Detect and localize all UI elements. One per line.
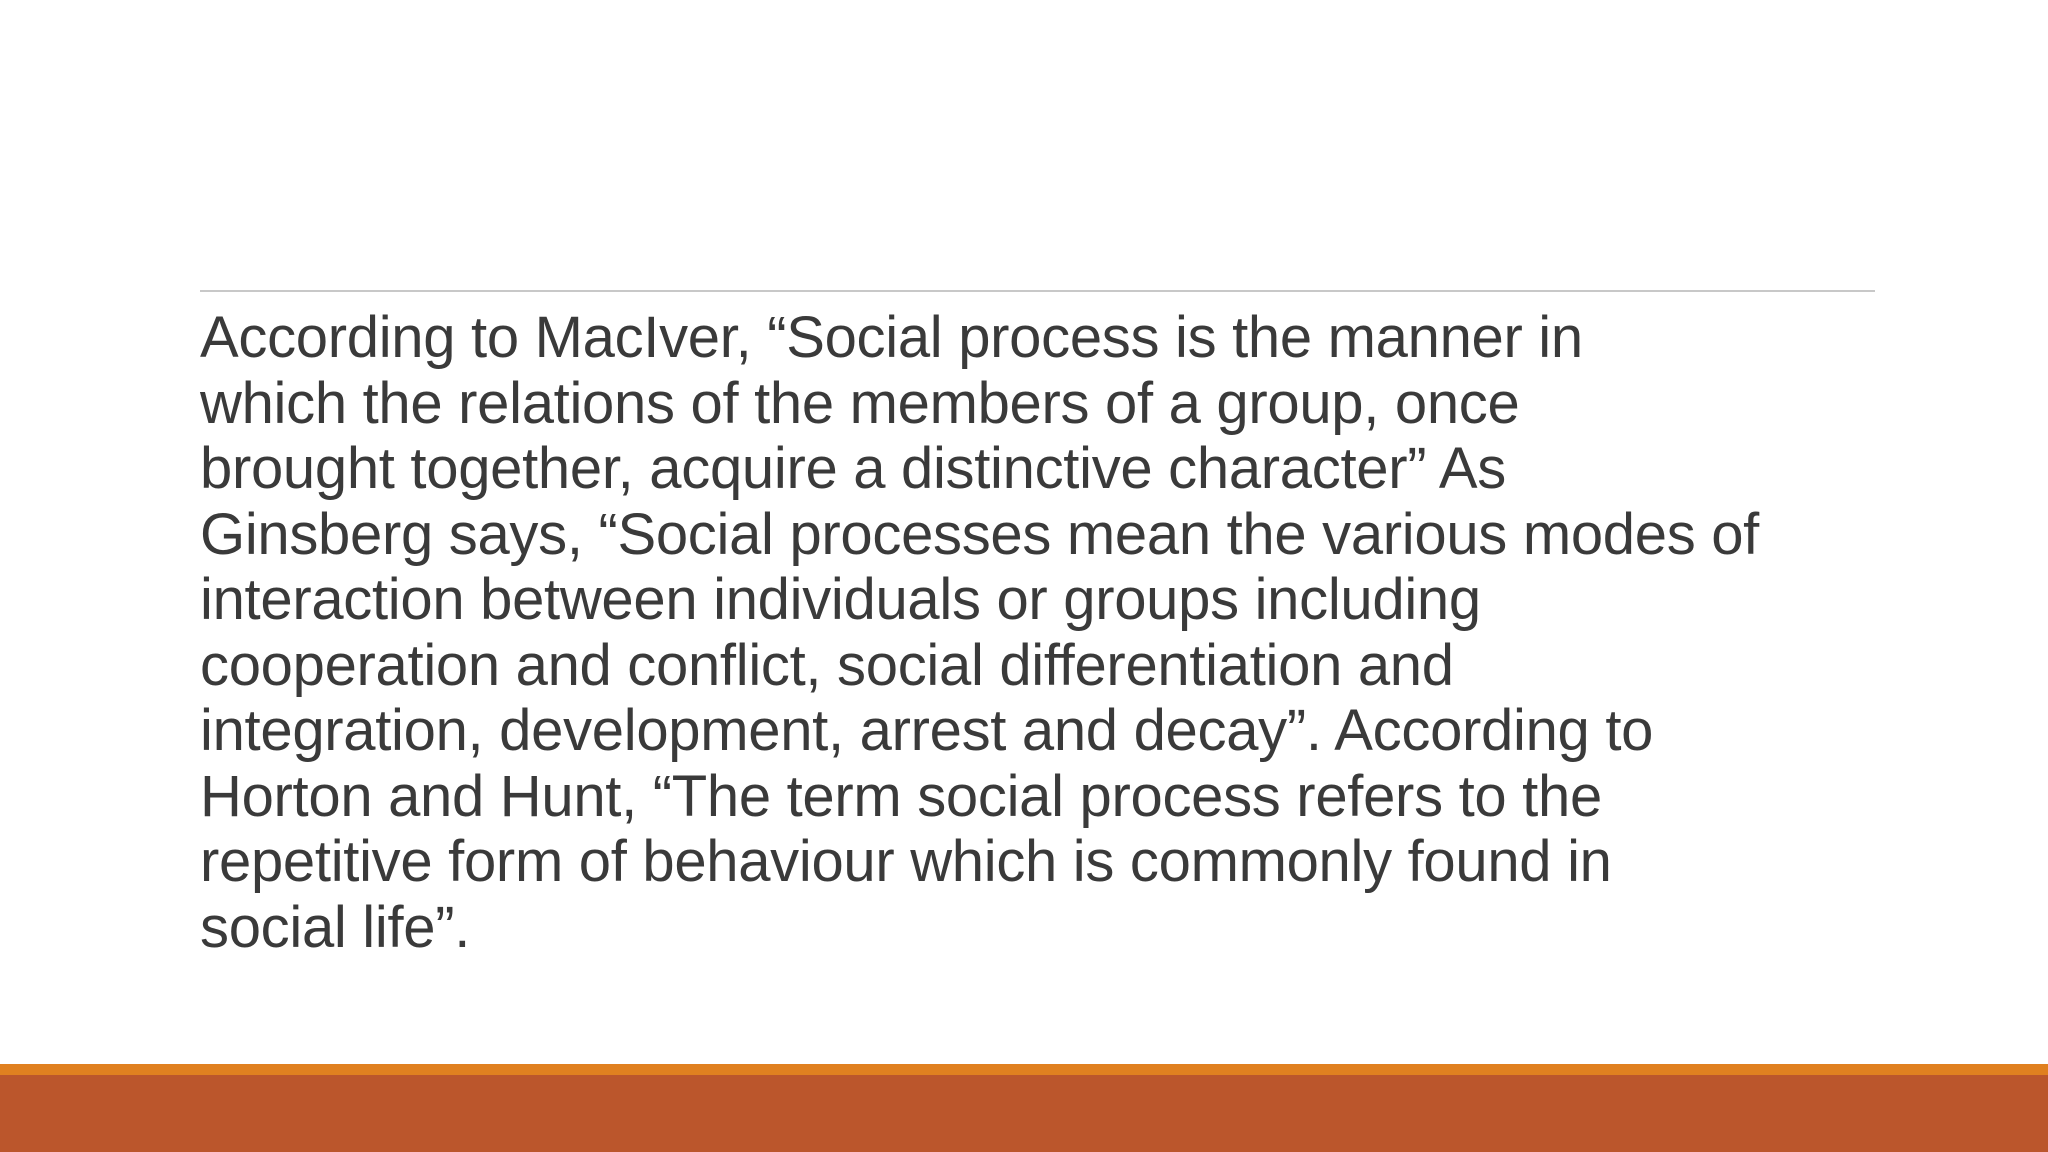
footer-accent-stripe — [0, 1064, 2048, 1075]
body-line: integration, development, arrest and decay”. According to — [200, 698, 1654, 763]
body-line: brought together, acquire a distinctive character” As — [200, 436, 1506, 501]
footer-bar — [0, 1075, 2048, 1152]
body-line: Ginsberg says, “Social processes mean the various modes of — [200, 501, 1759, 567]
body-line: cooperation and conflict, social differentiation and — [200, 632, 1454, 698]
title-divider — [200, 290, 1875, 292]
body-line: repetitive form of behaviour which is commonly found in — [200, 829, 1612, 894]
body-line: social life”. — [200, 894, 471, 960]
body-line: According to MacIver, “Social process is the manner in — [200, 305, 1583, 370]
body-line: Horton and Hunt, “The term social process refers to the — [200, 763, 1602, 829]
body-text — [200, 305, 1890, 960]
body-line: interaction between individuals or groups including — [200, 567, 1481, 632]
body-line: which the relations of the members of a group, once — [200, 370, 1520, 436]
